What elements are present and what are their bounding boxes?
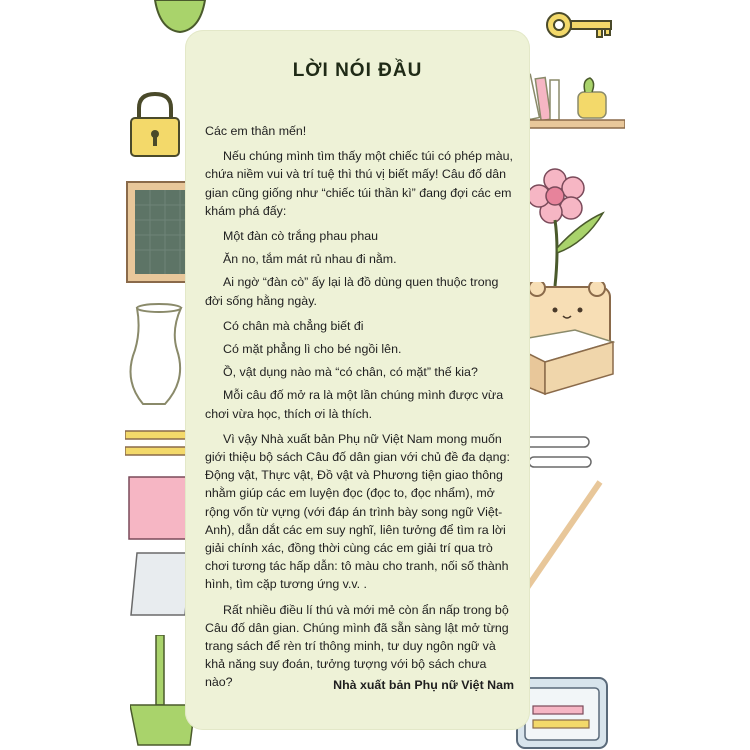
page-title: LỜI NÓI ĐẦU [292, 60, 423, 81]
greeting: Các em thân mến! [205, 124, 307, 138]
verse-line: Ồ, vật dụng nào mà “có chân, có mặt” thế kia? [223, 365, 478, 380]
paragraph: Nếu chúng mình tìm thấy một chiếc túi có phép màu, chứa niềm vui và trí tuệ thì thú vị biết mấy! Câu đố dân gian cũng giống như “chiếc túi thần kì” đang đợi các em khám phá đấy: [205, 149, 513, 218]
paragraph: Vì vậy Nhà xuất bản Phụ nữ Việt Nam mong muốn giới thiệu bộ sách Câu đố dân gian với chủ đề đa dạng: Động vật, Thực vật, Đồ vật và Phương tiện giao thông nhằm giúp các em luyện đọc (đọc to, đọc nhẩm), mở rộng vốn từ vựng (với đáp án trình bày song ngữ Việt-Anh), dẫn dắt các em suy nghĩ, liên tưởng để tìm ra lời giải chính xác, đồng thời cùng các em giải trí qua trò chơi tương tác hấp dẫn: tô màu cho tranh, nối số thành hình, tìm cặp tương ứng v.v. . [205, 431, 510, 592]
paragraph: Ai ngờ “đàn cò” ấy lại là đồ dùng quen thuộc trong đời sống hằng ngày. [205, 275, 499, 308]
verse-line: Có chân mà chẳng biết đi [223, 318, 364, 333]
paragraph: Rất nhiều điều lí thú và mới mẻ còn ẩn nấp trong bộ Câu đố dân gian. Chúng mình đã sẵn sàng lật mở từng trang sách để rèn trí thông minh, tư duy ngôn ngữ và khả năng suy đoán, tưởng tượng với bộ sách chưa nào? [205, 602, 509, 690]
chalk-icon [525, 435, 595, 475]
notebook-icon [125, 475, 190, 625]
paragraph: Mỗi câu đố mở ra là một lần chúng mình được vừa chơi vừa học, thích ơi là thích. [205, 388, 504, 421]
verse-line: Ăn no, tắm mát rủ nhau đi nằm. [223, 252, 397, 267]
verse-line: Một đàn cò trắng phau phau [223, 229, 378, 244]
chopsticks-icon [125, 425, 190, 465]
preface-body [205, 122, 514, 699]
publisher-signature: Nhà xuất bản Phụ nữ Việt Nam [333, 678, 514, 692]
verse-line: Có mặt phẳng lì cho bé ngồi lên. [223, 342, 402, 357]
padlock-icon [125, 88, 185, 160]
flower-icon [525, 168, 610, 288]
key-icon [545, 5, 615, 45]
vase-icon [125, 300, 190, 410]
chalkboard-icon [125, 180, 190, 285]
preface-panel [185, 30, 530, 730]
